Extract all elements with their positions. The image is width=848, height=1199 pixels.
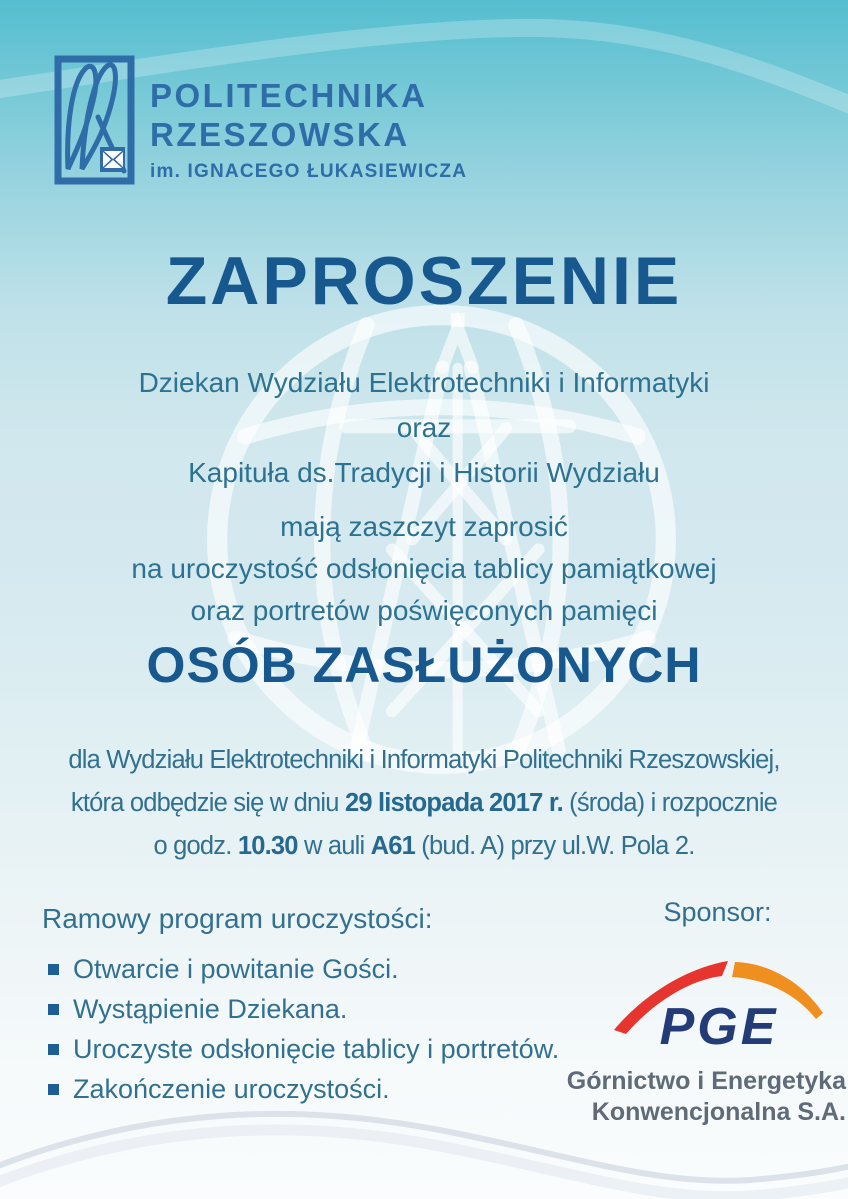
pge-logo-text: PGE [659, 998, 779, 1052]
details-line1: dla Wydziału Elektrotechniki i Informatyki Politechniki Rzeszowskiej, [68, 746, 780, 774]
bottom-wave-decoration [0, 1054, 848, 1199]
intro-line: mają zaszczyt zaprosić [280, 511, 568, 542]
sponsor-company-line2: Konwencjonalna S.A. [591, 1098, 846, 1126]
details-text: (środa) i rozpocznie [562, 789, 778, 817]
host-line: oraz [396, 412, 452, 443]
details-text: (bud. A) przy ul.W. Pola 2. [415, 832, 695, 860]
honorees-heading: OSÓB ZASŁUŻONYCH [146, 637, 702, 693]
program-item [42, 989, 559, 1029]
program-item-label: Otwarcie i powitanie Gości. [73, 954, 399, 984]
sponsor-company-line1: Górnictwo i Energetyka [566, 1067, 846, 1095]
details-line2 [0, 782, 848, 825]
bullet-square-icon [48, 964, 59, 975]
program-item-label: Zakończenie uroczystości. [73, 1074, 390, 1104]
host-line: Kapituła ds.Tradycji i Historii Wydziału [188, 457, 660, 488]
event-time: 10.30 [237, 832, 298, 860]
details-text: w auli [297, 832, 371, 860]
details-text: która odbędzie się w dniu [70, 789, 345, 817]
host-line: Dziekan Wydziału Elektrotechniki i Informatyki [138, 367, 710, 398]
university-name-line2: RZESZOWSKA [150, 116, 410, 153]
politechnika-rzeszowska-monogram-icon [54, 55, 135, 185]
event-details [0, 739, 848, 868]
program-item-label: Uroczyste odsłonięcie tablicy i portretów. [73, 1034, 560, 1064]
event-date: 29 listopada 2017 r. [344, 789, 563, 817]
university-name-line1: POLITECHNIKA [150, 77, 428, 114]
intro-line: na uroczystość odsłonięcia tablicy pamiątkowej [131, 553, 717, 584]
university-name-block [150, 76, 467, 183]
details-line3 [0, 825, 848, 868]
program-heading: Ramowy program uroczystości: [42, 903, 433, 934]
event-room: A61 [370, 832, 416, 860]
page-title: ZAPROSZENIE [165, 243, 683, 319]
intro-block [0, 506, 848, 632]
sponsor-label: Sponsor: [663, 897, 772, 927]
pge-logo [602, 950, 837, 1052]
intro-line: oraz portretów poświęconych pamięci [190, 595, 658, 626]
program-item [42, 949, 559, 989]
program-item-label: Wystąpienie Dziekana. [73, 994, 348, 1024]
bullet-square-icon [48, 1004, 59, 1015]
university-patron-line: im. IGNACEGO ŁUKASIEWICZA [150, 161, 468, 182]
details-text: o godz. [153, 832, 238, 860]
hosts-block [0, 360, 848, 495]
